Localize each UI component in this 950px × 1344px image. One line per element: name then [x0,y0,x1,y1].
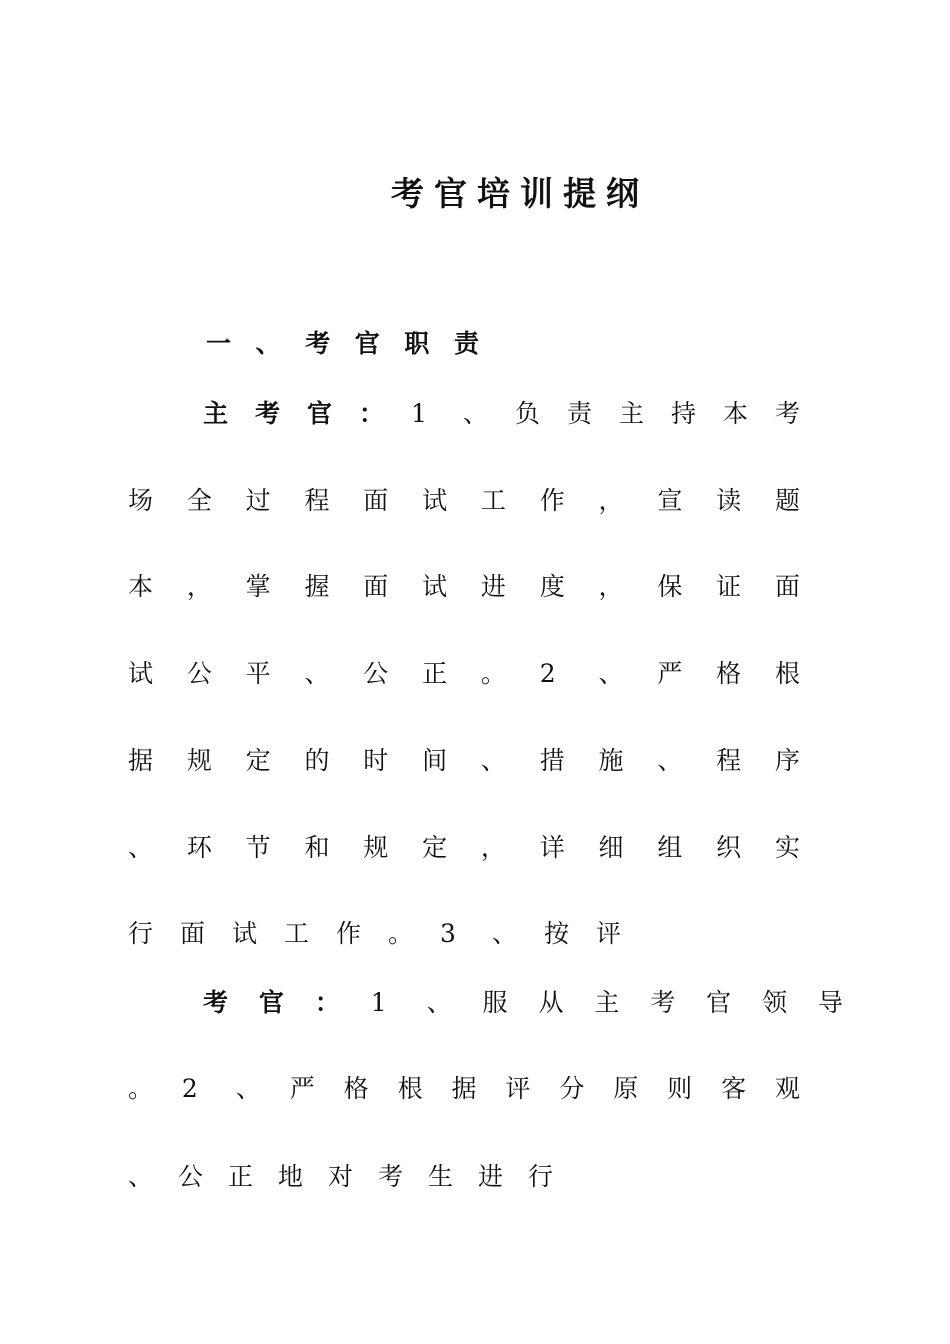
text-glyph: 1 [411,399,427,428]
text-glyph: 官 [307,399,333,428]
text-glyph: 考 [775,399,801,428]
text-glyph: 严 [657,659,683,688]
text-glyph: 、 [657,746,683,775]
text-glyph: 主 [594,988,620,1017]
text-glyph: 和 [304,833,330,862]
text-glyph: 面 [775,572,801,601]
text-glyph: 度 [539,572,565,601]
text-glyph: 面 [363,572,389,601]
text-glyph: 观 [775,1074,801,1103]
text-glyph: 、 [128,1162,154,1191]
page-title: 考官培训提纲 [391,174,649,213]
text-glyph: 本 [723,399,749,428]
text-glyph: 2 [539,659,556,688]
text-glyph: 措 [539,746,565,775]
section-heading [0,324,950,364]
text-glyph: 评 [596,919,622,948]
text-glyph: 程 [716,746,742,775]
chief-examiner-line [0,394,950,434]
text-glyph: 定 [422,833,448,862]
text-glyph: 面 [180,919,206,948]
text-glyph: 按 [544,919,570,948]
text-glyph: 全 [186,486,212,515]
text-glyph: ， [186,572,212,601]
text-glyph: 考 [305,329,331,358]
examiner-line [0,1157,950,1197]
chief-examiner-line [0,828,950,868]
chief-examiner-line [0,914,950,954]
chief-examiner-line [0,481,950,521]
text-glyph: 证 [716,572,742,601]
text-glyph: 生 [428,1162,454,1191]
text-glyph: 从 [538,988,564,1017]
text-glyph: 进 [478,1162,504,1191]
text-glyph: 据 [451,1074,477,1103]
text-glyph: 详 [539,833,565,862]
text-glyph: 、 [255,329,281,358]
text-glyph: 节 [245,833,271,862]
examiner-line [0,1069,950,1109]
text-glyph: 根 [397,1074,423,1103]
text-glyph: 施 [598,746,624,775]
text-glyph: 平 [245,659,271,688]
text-glyph: 、 [492,919,518,948]
text-glyph: ： [314,988,340,1017]
text-glyph: 严 [289,1074,315,1103]
text-glyph: 格 [716,659,742,688]
text-glyph: 环 [186,833,212,862]
text-glyph: 、 [235,1074,261,1103]
text-glyph: 格 [343,1074,369,1103]
text-glyph: 则 [667,1074,693,1103]
text-glyph: 导 [818,988,844,1017]
text-glyph: 过 [245,486,271,515]
text-glyph: 考 [203,988,229,1017]
text-glyph: 握 [304,572,330,601]
text-glyph: 定 [245,746,271,775]
text-glyph: 地 [278,1162,304,1191]
text-glyph: 作 [539,486,565,515]
text-glyph: 试 [422,572,448,601]
text-glyph: 官 [258,988,284,1017]
text-glyph: 保 [657,572,683,601]
text-glyph: 责 [567,399,593,428]
text-glyph: 考 [378,1162,404,1191]
text-glyph: 本 [128,572,154,601]
text-glyph: 组 [657,833,683,862]
text-glyph: 客 [721,1074,747,1103]
text-glyph: 读 [716,486,742,515]
text-glyph: 根 [775,659,801,688]
text-glyph: ： [359,399,385,428]
text-glyph: 场 [128,486,154,515]
text-glyph: 的 [304,746,330,775]
text-glyph: 、 [598,659,624,688]
text-glyph: 2 [181,1074,198,1103]
text-glyph: 题 [775,486,801,515]
text-glyph: 掌 [245,572,271,601]
text-glyph: 实 [775,833,801,862]
text-glyph: 1 [370,988,387,1017]
text-glyph: ， [598,572,624,601]
text-glyph: 职 [404,329,430,358]
text-glyph: 织 [716,833,742,862]
text-glyph: 、 [480,746,506,775]
text-glyph: 负 [515,399,541,428]
text-glyph: 工 [284,919,310,948]
text-glyph: 主 [203,399,229,428]
text-glyph: 公 [363,659,389,688]
text-glyph: 评 [505,1074,531,1103]
text-glyph: 时 [363,746,389,775]
text-glyph: 持 [671,399,697,428]
text-glyph: 程 [304,486,330,515]
text-glyph: 考 [650,988,676,1017]
text-glyph: 公 [186,659,212,688]
chief-examiner-line [0,567,950,607]
text-glyph: 官 [706,988,732,1017]
examiner-line [0,983,950,1023]
text-glyph: 3 [440,919,456,948]
text-glyph: 主 [619,399,645,428]
text-glyph: 。 [128,1074,154,1103]
text-glyph: 领 [762,988,788,1017]
text-glyph: 规 [186,746,212,775]
chief-examiner-line [0,654,950,694]
text-glyph: 。 [388,919,414,948]
text-glyph: 正 [228,1162,254,1191]
text-glyph: 分 [559,1074,585,1103]
text-glyph: 、 [128,833,154,862]
text-glyph: 行 [528,1162,554,1191]
text-glyph: 对 [328,1162,354,1191]
text-glyph: 服 [482,988,508,1017]
chief-examiner-line [0,741,950,781]
text-glyph: 原 [613,1074,639,1103]
text-glyph: 、 [304,659,330,688]
text-glyph: 细 [598,833,624,862]
text-glyph: 据 [128,746,154,775]
text-glyph: 责 [454,329,480,358]
text-glyph: 一 [206,329,232,358]
text-glyph: 工 [480,486,506,515]
text-glyph: 官 [354,329,380,358]
text-glyph: 序 [775,746,801,775]
text-glyph: 试 [422,486,448,515]
text-glyph: 宣 [657,486,683,515]
text-glyph: 。 [480,659,506,688]
text-glyph: ， [598,486,624,515]
text-glyph: ， [480,833,506,862]
text-glyph: 间 [422,746,448,775]
text-glyph: 考 [255,399,281,428]
text-glyph: 、 [463,399,489,428]
text-glyph: 正 [422,659,448,688]
text-glyph: 试 [232,919,258,948]
text-glyph: 面 [363,486,389,515]
text-glyph: 、 [426,988,452,1017]
text-glyph: 公 [178,1162,204,1191]
text-glyph: 作 [336,919,362,948]
text-glyph: 行 [128,919,154,948]
text-glyph: 试 [128,659,154,688]
text-glyph: 进 [480,572,506,601]
text-glyph: 规 [363,833,389,862]
